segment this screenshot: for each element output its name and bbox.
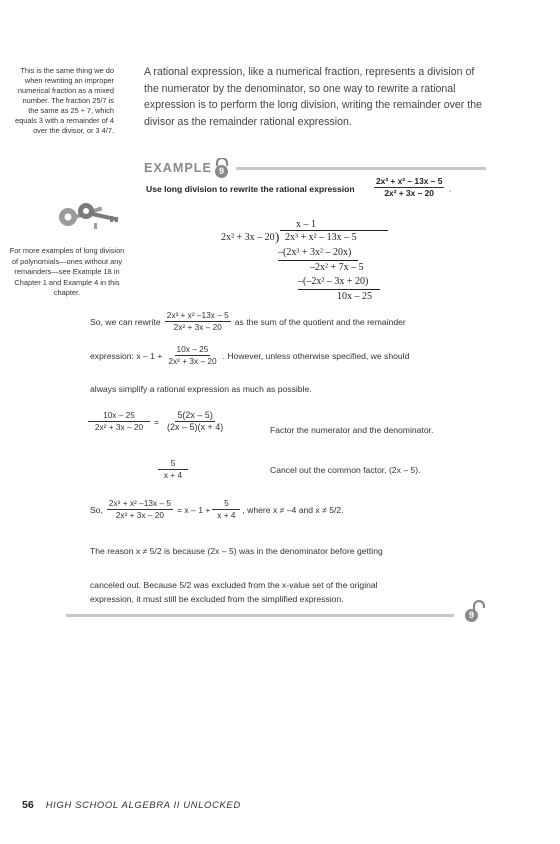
conclusion-tail: , where x ≠ –4 and x ≠ 5/2.	[242, 504, 344, 515]
factor-rhs-denominator: (2x – 5)(x + 4)	[167, 422, 224, 432]
example-number: 9	[215, 165, 228, 178]
expression-tail: . However, unless otherwise specified, we should	[222, 350, 410, 361]
prompt-fraction	[374, 176, 451, 199]
end-example-number: 9	[465, 609, 478, 622]
factor-rhs-numerator: 5(2x – 5)	[177, 410, 213, 420]
reason-line-1: The reason x ≠ 5/2 is because (2x – 5) was in the denominator before getting	[90, 546, 383, 556]
remainder-denominator: 2x² + 3x – 20	[168, 356, 217, 366]
cancel-numerator: 5	[158, 458, 188, 470]
example-prompt	[146, 184, 355, 194]
cancel-note: Cancel out the common factor, (2x – 5).	[270, 465, 421, 475]
conclusion-lead: So,	[90, 504, 103, 515]
rewrite-numerator: 2x³ + x² –13x – 5	[166, 310, 229, 320]
page-footer	[22, 799, 241, 811]
factor-lhs-denominator: 2x² + 3x – 20	[94, 422, 144, 432]
expression-line	[90, 344, 409, 367]
rewrite-lead: So, we can rewrite	[90, 316, 161, 327]
conclusion-numerator2: 5	[212, 498, 240, 510]
unlock-icon	[462, 600, 486, 624]
conclusion-denominator: 2x² + 3x – 20	[115, 510, 165, 520]
book-title: HIGH SCHOOL ALGEBRA II UNLOCKED	[45, 800, 241, 811]
reason-line-3: expression, it must still be excluded from the simplified expression.	[90, 594, 344, 604]
sidebar-note-more-examples: For more examples of long division of polynomials—ones without any remainders—see Example 18 in Chapter 1 and Example 4 in this chapter.	[9, 246, 125, 297]
example-label: EXAMPLE	[144, 161, 212, 175]
end-rule	[66, 614, 454, 617]
conclusion-line	[90, 498, 344, 521]
division-remainder: 10x – 25	[337, 291, 372, 302]
factor-equals: =	[154, 416, 160, 427]
page-number: 56	[22, 799, 34, 811]
expression-lead: expression: x – 1 +	[90, 350, 163, 361]
header-rule	[236, 167, 486, 170]
lock-icon	[214, 158, 230, 178]
remainder-numerator: 10x – 25	[176, 344, 209, 354]
conclusion-mid: = x – 1 +	[176, 504, 211, 515]
division-dividend: 2x³ + x² – 13x – 5	[285, 232, 357, 243]
keys-icon	[50, 197, 124, 237]
division-rule1	[278, 260, 358, 261]
prompt-text: Use long division to rewrite the rational expression	[146, 184, 355, 194]
factor-lhs-numerator: 10x – 25	[88, 410, 150, 422]
reason-line-2: canceled out. Because 5/2 was excluded from the x-value set of the original	[90, 580, 378, 590]
division-step3: –(–2x² – 3x + 20)	[298, 276, 369, 287]
factor-note: Factor the numerator and the denominator.	[270, 425, 434, 435]
division-step2: –2x² + 7x – 5	[310, 262, 364, 273]
division-quotient: x – 1	[296, 219, 316, 230]
cancel-denominator: x + 4	[163, 470, 183, 480]
sidebar-note-mixed-number: This is the same thing we do when rewriting an improper numerical fraction as a mixed number. The fraction 25/7 is the same as 25 ÷ 7, which equals 3 with a remainder of 4 over the divisor, or 3 4/7.	[14, 66, 114, 135]
prompt-numerator: 2x³ + x² – 13x – 5	[376, 176, 443, 186]
conclusion-numerator: 2x³ + x² –13x – 5	[108, 498, 171, 508]
prompt-period: .	[448, 183, 452, 194]
division-bracket: )	[275, 229, 280, 244]
intro-paragraph: A rational expression, like a numerical fraction, represents a division of the numerator by the denominator, so one way to rewrite a rational expression is to perform the long division, writing the remainder over the divisor as the remainder rational expression.	[144, 66, 482, 128]
division-step1: –(2x³ + 3x² – 20x)	[278, 247, 352, 258]
division-bar	[280, 230, 388, 231]
simplify-sentence: always simplify a rational expression as much as possible.	[90, 384, 312, 394]
division-divisor: 2x² + 3x – 20	[221, 232, 275, 243]
rewrite-denominator: 2x² + 3x – 20	[173, 322, 222, 332]
rewrite-tail: as the sum of the quotient and the remainder	[234, 316, 406, 327]
factor-step	[90, 410, 225, 433]
prompt-denominator: 2x² + 3x – 20	[384, 188, 434, 198]
conclusion-denominator2: x + 4	[217, 510, 236, 520]
division-rule2	[298, 289, 380, 290]
cancel-step	[160, 458, 186, 481]
rewrite-line	[90, 310, 406, 333]
example-header	[144, 158, 486, 178]
